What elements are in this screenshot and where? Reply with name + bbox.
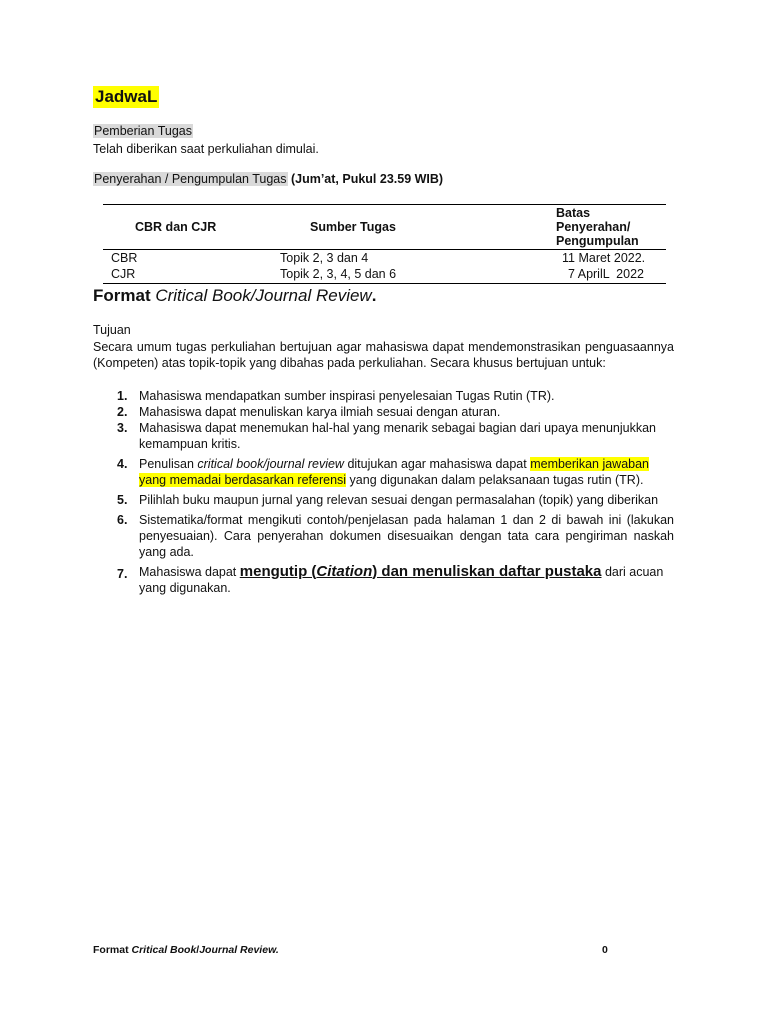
list-item: 2. Mahasiswa dapat menuliskan karya ilmiah sesuai dengan aturan. <box>117 405 501 419</box>
list-item: 3. Mahasiswa dapat menemukan hal-hal yang menarik sebagai bagian dari upaya menunjukkan kemampuan kritis. <box>117 421 656 451</box>
list-item: 6. Sistematika/format mengikuti contoh/penjelasan pada halaman 1 dan 2 di bawah ini (lakukan penyesuaian). Cara penyerahan dokumen disesuaikan dengan tata cara pengiriman naskah yang ada. <box>117 513 674 559</box>
cell-type: CBR <box>111 251 138 265</box>
list-item: 7. Mahasiswa dapat mengutip (Citation) dan menuliskan daftar pustaka dari acuan yang digunakan. <box>117 563 664 595</box>
underlined-phrase: mengutip (Citation) dan menuliskan daftar pustaka <box>239 563 602 580</box>
highlighted-phrase: memberikan jawaban yang memadai berdasarkan referensi <box>139 457 650 487</box>
cell-deadline: 11 Maret 2022. <box>562 251 646 265</box>
cell-deadline: 7 AprilL 2022 <box>540 266 666 284</box>
list-item: 4. Penulisan critical book/journal review ditujukan agar mahasiswa dapat memberikan jawaban yang memadai berdasarkan referensi yang digunakan dalam pelaksanaan tugas rutin (TR). <box>117 457 650 487</box>
cell-source: Topik 2, 3 dan 4 <box>280 251 369 265</box>
footer-title: Format Critical Book/Journal Review. <box>93 944 279 956</box>
header-deadline: Batas Penyerahan/ Pengumpulan <box>540 205 666 250</box>
cell-type: CJR <box>103 266 250 284</box>
table-row <box>103 250 666 267</box>
list-item: 1. Mahasiswa mendapatkan sumber inspirasi penyelesaian Tugas Rutin (TR). <box>117 389 555 403</box>
page-number: 0 <box>602 944 608 956</box>
list-item: 5. Pilihlah buku maupun jurnal yang relevan sesuai dengan permasalahan (topik) yang diberikan <box>117 493 659 507</box>
purpose-list <box>93 388 674 596</box>
header-cbr-cjr: CBR dan CJR <box>103 205 250 250</box>
schedule-title: JadwaL <box>95 87 158 106</box>
submission-deadline-note: (Jum’at, Pukul 23.59 WIB) <box>287 172 444 186</box>
table-header-row <box>103 205 666 250</box>
purpose-label: Tujuan <box>93 323 131 337</box>
format-title-italic: Critical Book/Journal Review <box>155 286 372 305</box>
header-source: Sumber Tugas <box>250 205 540 250</box>
assignment-given-text: Telah diberikan saat perkuliahan dimulai. <box>93 142 319 156</box>
submission-heading-line <box>93 172 443 186</box>
assignment-given-heading: Pemberian Tugas <box>94 124 192 138</box>
schedule-table <box>103 204 666 284</box>
purpose-intro: Secara umum tugas perkuliahan bertujuan agar mahasiswa dapat mendemonstrasikan penguasaannya (Kompeten) atas topik-topik yang dibahas pada perkuliahan. Secara khusus bertujuan untuk: <box>93 340 674 370</box>
table-row <box>103 266 666 284</box>
cell-source: Topik 2, 3, 4, 5 dan 6 <box>250 266 540 284</box>
submission-heading: Penyerahan / Pengumpulan Tugas <box>94 172 287 186</box>
format-section-title: Format Critical Book/Journal Review. <box>93 286 377 305</box>
